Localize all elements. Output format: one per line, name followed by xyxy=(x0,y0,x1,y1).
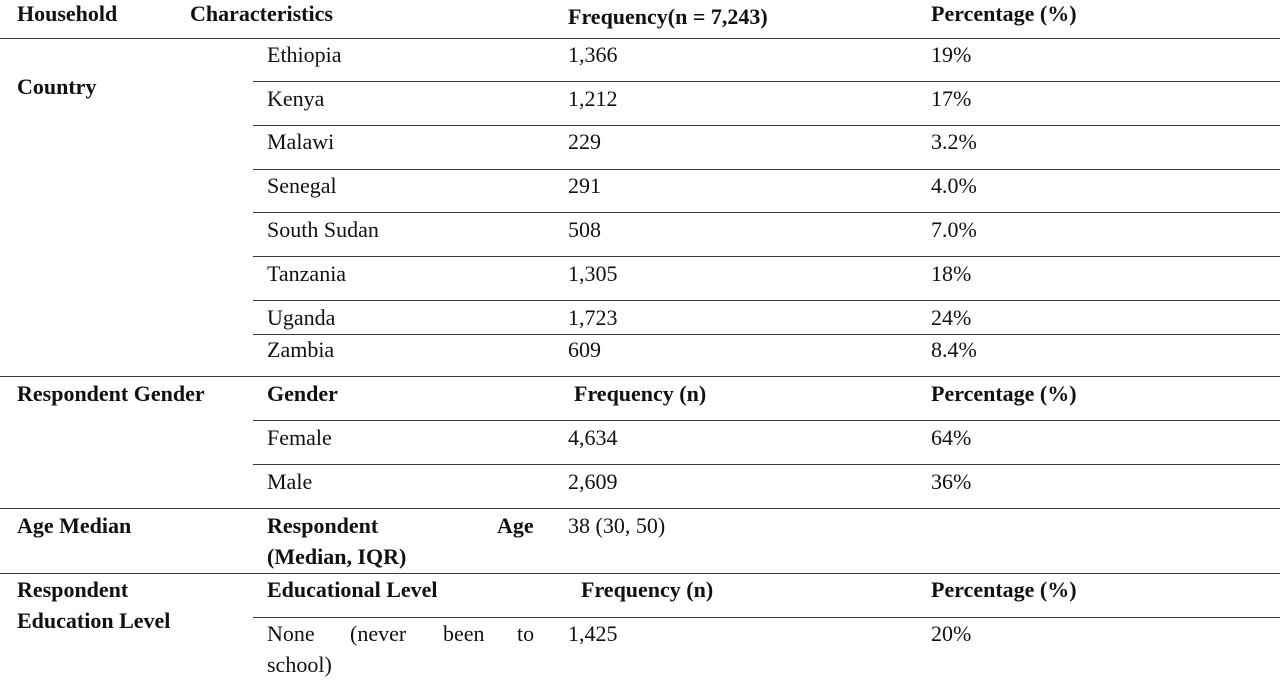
age-sublabel-respondent: Respondent xyxy=(267,513,379,538)
section-label-age: Age Median xyxy=(17,513,132,538)
country-percentage: 3.2% xyxy=(931,129,977,154)
gender-subheader-percentage: Percentage (%) xyxy=(931,381,1077,406)
gender-frequency: 4,634 xyxy=(568,425,618,450)
gender-name: Male xyxy=(267,469,313,494)
gender-subheader-gender: Gender xyxy=(267,381,338,406)
row-divider xyxy=(253,125,1280,126)
country-name: Malawi xyxy=(267,129,335,154)
country-name: Zambia xyxy=(267,337,335,362)
row-divider xyxy=(253,212,1280,213)
section-label-education-1: Respondent xyxy=(17,577,129,602)
row-divider xyxy=(253,169,1280,170)
section-divider xyxy=(0,573,1280,574)
section-divider xyxy=(0,376,1280,377)
education-name-line2: school) xyxy=(267,652,332,677)
country-percentage: 4.0% xyxy=(931,173,977,198)
country-frequency: 1,212 xyxy=(568,86,618,111)
header-frequency: Frequency(n = 7,243) xyxy=(568,4,768,29)
header-household: Household xyxy=(17,1,118,26)
country-frequency: 229 xyxy=(568,129,601,154)
row-divider xyxy=(253,464,1280,465)
row-divider xyxy=(253,334,1280,335)
gender-name: Female xyxy=(267,425,332,450)
row-divider xyxy=(253,81,1280,82)
education-subheader-frequency: Frequency (n) xyxy=(581,577,714,602)
section-label-gender: Respondent Gender xyxy=(17,381,205,406)
education-name-word: None xyxy=(267,621,315,646)
country-name: Tanzania xyxy=(267,261,347,286)
age-value: 38 (30, 50) xyxy=(568,513,666,538)
country-name: Kenya xyxy=(267,86,325,111)
age-sublabel-age: Age xyxy=(497,513,534,538)
education-subheader-percentage: Percentage (%) xyxy=(931,577,1077,602)
country-percentage: 17% xyxy=(931,86,972,111)
gender-frequency: 2,609 xyxy=(568,469,618,494)
country-frequency: 1,723 xyxy=(568,305,618,330)
row-divider xyxy=(253,420,1280,421)
row-divider xyxy=(253,300,1280,301)
education-subheader-level: Educational Level xyxy=(267,577,438,602)
gender-percentage: 64% xyxy=(931,425,972,450)
country-frequency: 291 xyxy=(568,173,601,198)
header-percentage: Percentage (%) xyxy=(931,1,1077,26)
section-label-education-2: Education Level xyxy=(17,608,171,633)
gender-percentage: 36% xyxy=(931,469,972,494)
row-divider xyxy=(253,617,1280,618)
education-name-word: to xyxy=(517,621,535,646)
country-frequency: 1,305 xyxy=(568,261,618,286)
country-name: Uganda xyxy=(267,305,336,330)
country-percentage: 8.4% xyxy=(931,337,977,362)
country-name: South Sudan xyxy=(267,217,379,242)
header-characteristics: Characteristics xyxy=(190,1,333,26)
country-frequency: 609 xyxy=(568,337,601,362)
education-frequency: 1,425 xyxy=(568,621,618,646)
section-divider xyxy=(0,508,1280,509)
country-frequency: 1,366 xyxy=(568,42,618,67)
section-label-country: Country xyxy=(17,74,97,99)
education-name-word: been xyxy=(443,621,485,646)
education-percentage: 20% xyxy=(931,621,972,646)
header-divider xyxy=(0,38,1280,39)
country-frequency: 508 xyxy=(568,217,601,242)
country-percentage: 19% xyxy=(931,42,972,67)
age-sublabel-median: (Median, IQR) xyxy=(267,544,407,569)
country-name: Senegal xyxy=(267,173,337,198)
country-percentage: 24% xyxy=(931,305,972,330)
country-percentage: 7.0% xyxy=(931,217,977,242)
country-percentage: 18% xyxy=(931,261,972,286)
country-name: Ethiopia xyxy=(267,42,342,67)
education-name-word: (never xyxy=(350,621,407,646)
row-divider xyxy=(253,256,1280,257)
gender-subheader-frequency: Frequency (n) xyxy=(574,381,707,406)
